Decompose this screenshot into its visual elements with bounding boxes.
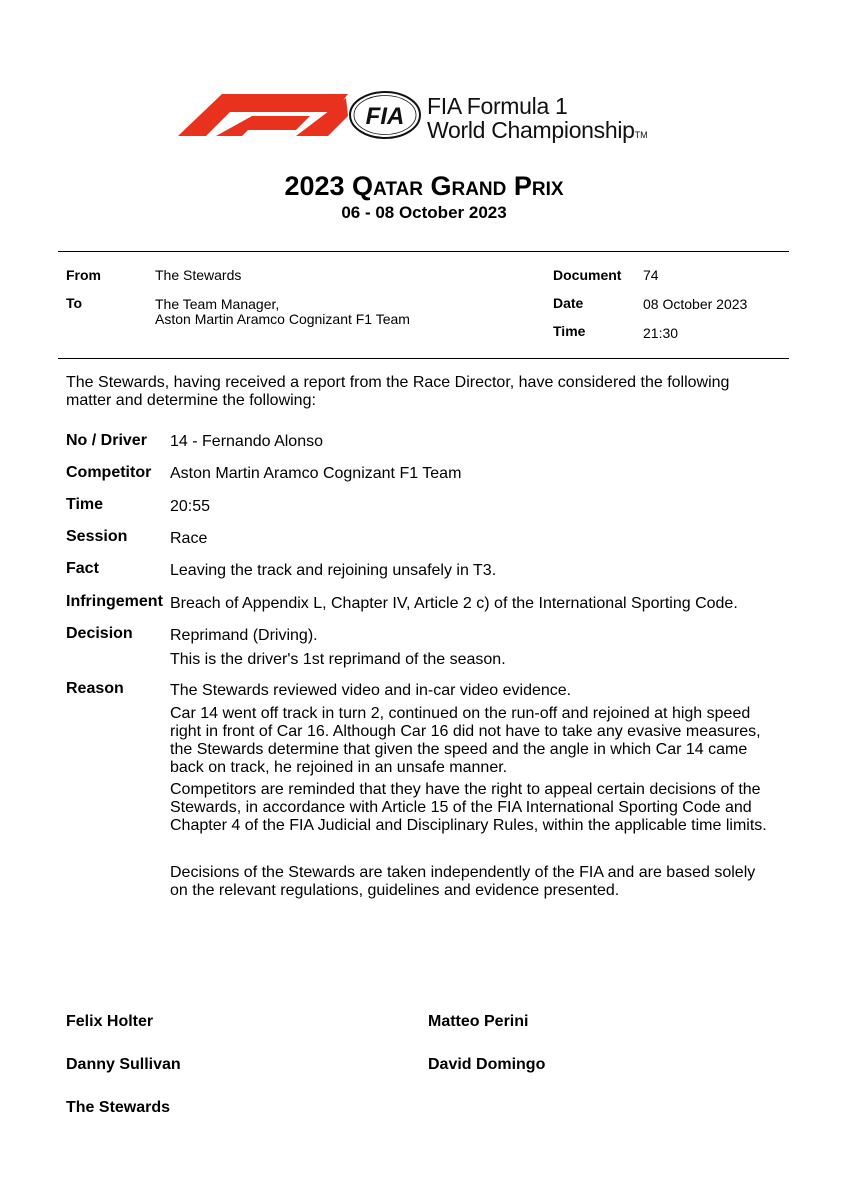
time-value: 21:30: [643, 325, 679, 341]
fia-badge-icon: [348, 90, 422, 140]
to-label: To: [66, 295, 83, 311]
fact-value: Leaving the track and rejoining unsafely in T3.: [170, 562, 497, 579]
driver-value: 14 - Fernando Alonso: [170, 433, 323, 450]
session-label: Session: [66, 528, 128, 545]
date-label: Date: [553, 295, 584, 311]
to-value-line-1: The Team Manager,: [155, 296, 280, 312]
reason-paragraph-4: [170, 864, 770, 900]
incident-time-label: Time: [66, 496, 104, 513]
divider-top: [58, 251, 789, 252]
reason-p4-line-1: Decisions of the Stewards are taken independently of the FIA and are based solely: [170, 864, 756, 881]
competitor-label: Competitor: [66, 464, 152, 481]
event-title: [0, 171, 848, 202]
steward-signature-1: Felix Holter: [66, 1013, 154, 1030]
reason-p2-line-3: the Stewards determine that given the speed and the angle in which Car 14 came: [170, 741, 748, 758]
reason-p3-line-3: Chapter 4 of the FIA Judicial and Disciplinary Rules, within the applicable time limits.: [170, 817, 767, 834]
incident-time-value: 20:55: [170, 498, 211, 515]
from-label: From: [66, 267, 101, 283]
reason-p2-line-1: Car 14 went off track in turn 2, continued on the run-off and rejoined at high speed: [170, 705, 751, 722]
steward-signature-4: David Domingo: [428, 1056, 546, 1073]
decision-label: Decision: [66, 625, 133, 642]
reason-label: Reason: [66, 680, 124, 697]
decision-line-2: This is the driver's 1st reprimand of the season.: [170, 651, 506, 668]
trademark-mark: TM: [634, 130, 648, 140]
time-label: Time: [553, 323, 586, 339]
f1-logo-icon: [178, 92, 348, 138]
reason-paragraph-1: The Stewards reviewed video and in-car video evidence.: [170, 682, 572, 699]
date-value: 08 October 2023: [643, 296, 748, 312]
reason-p3-line-1: Competitors are reminded that they have the right to appeal certain decisions of the: [170, 781, 761, 798]
reason-p3-line-2: Stewards, in accordance with Article 15 of the FIA International Sporting Code and: [170, 799, 752, 816]
reason-p2-line-4: back on track, he rejoined in an unsafe manner.: [170, 759, 508, 776]
brand-line-1: FIA Formula 1: [427, 93, 568, 119]
infringement-value: Breach of Appendix L, Chapter IV, Article 2 c) of the International Sporting Code.: [170, 595, 738, 612]
fact-label: Fact: [66, 560, 99, 577]
intro-line-1: The Stewards, having received a report from the Race Director, have considered the following: [66, 374, 730, 391]
from-value: The Stewards: [155, 267, 242, 283]
competitor-value: Aston Martin Aramco Cognizant F1 Team: [170, 465, 462, 482]
divider-bottom: [58, 358, 789, 359]
reason-p2-line-2: right in front of Car 16. Although Car 16 did not have to take any evasive measures,: [170, 723, 761, 740]
steward-signature-3: Danny Sullivan: [66, 1056, 181, 1073]
event-dates: 06 - 08 October 2023: [341, 203, 507, 222]
stewards-footer: The Stewards: [66, 1099, 171, 1116]
intro-paragraph: [66, 374, 766, 410]
steward-signature-2: Matteo Perini: [428, 1013, 529, 1030]
session-value: Race: [170, 530, 208, 547]
intro-line-2: matter and determine the following:: [66, 392, 316, 409]
driver-label: No / Driver: [66, 432, 147, 449]
reason-p4-line-2: on the relevant regulations, guidelines and evidence presented.: [170, 882, 620, 899]
document-value: 74: [643, 267, 659, 283]
reason-paragraph-3: [170, 781, 770, 835]
event-title-name: Qatar Grand Prix: [352, 171, 564, 201]
to-value-line-2: Aston Martin Aramco Cognizant F1 Team: [155, 311, 410, 327]
fia-badge-text: FIA: [365, 103, 405, 130]
reason-paragraph-2: [170, 705, 770, 777]
document-label: Document: [553, 267, 622, 283]
brand-line-2: [427, 117, 648, 144]
infringement-label: Infringement: [66, 593, 163, 610]
event-title-year: 2023: [284, 171, 345, 201]
decision-line-1: Reprimand (Driving).: [170, 627, 318, 644]
brand-line-2-text: World Championship: [427, 117, 635, 143]
